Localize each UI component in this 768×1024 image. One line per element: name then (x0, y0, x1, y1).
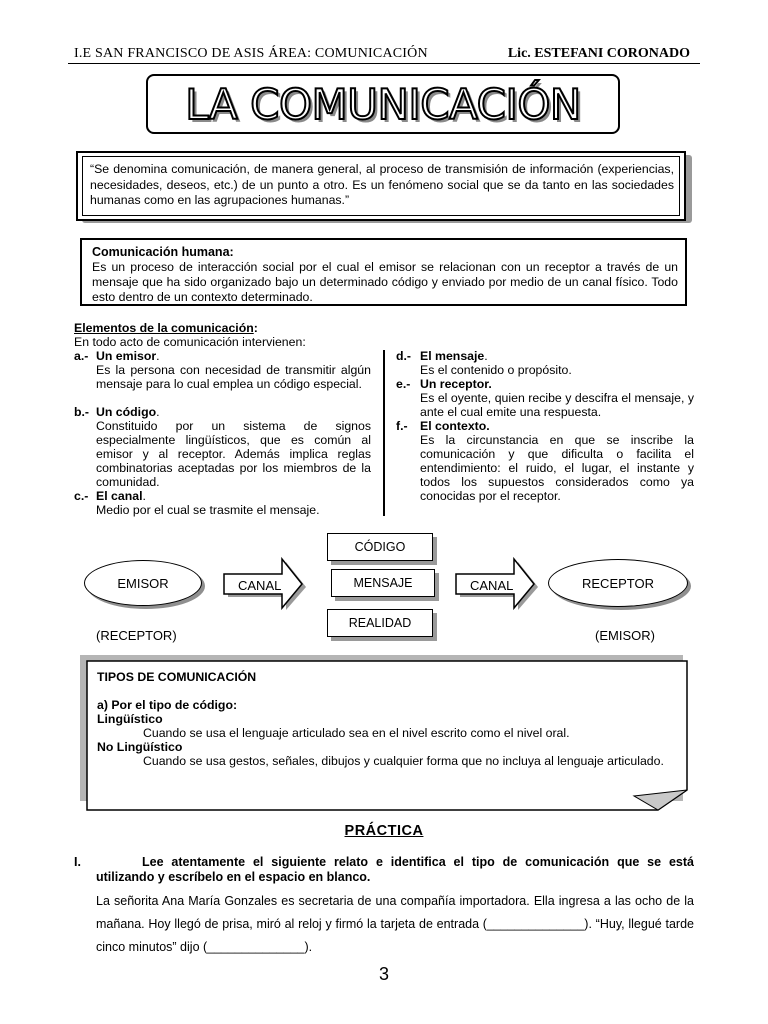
page-number: 3 (378, 964, 389, 984)
elements-heading-colon: : (253, 321, 258, 335)
definition-quote: “Se denomina comunicación, de manera general, al proceso de transmisión de información (experiencias, necesidades, deseos, etc.) de un punto a otro. Es un fenómeno social que se da tanto en las sociedades humanas como en las agrupaciones humanas.” (90, 162, 674, 207)
canal-right-label: CANAL (470, 578, 514, 593)
header-teacher: Lic. ESTEFANI CORONADO (507, 46, 690, 61)
no-linguistico-title: No Lingüístico (97, 740, 183, 754)
realidad-box (327, 609, 433, 637)
receptor-node (548, 559, 688, 607)
codigo-label: CÓDIGO (354, 540, 406, 554)
practica-numeral: I. (74, 855, 81, 869)
item-f-heading (420, 419, 490, 433)
elements-heading-wrap (74, 321, 258, 335)
realidad-label: REALIDAD (348, 616, 412, 630)
emisor-label: EMISOR (117, 575, 169, 591)
item-d-punct: . (484, 349, 488, 363)
tipos-title: TIPOS DE COMUNICACIÓN (97, 670, 257, 684)
item-e-letter: e.- (396, 377, 411, 391)
item-e-desc: Es el oyente, quien recibe y descifra el mensaje, y ante el cual emite una respuesta. (420, 391, 694, 419)
human-communication-text: Es un proceso de interacción social por el cual el emisor se relacionan con un receptor a través de un mensaje que ha sido organizado bajo un determinado código y enviado por medio de un canal físico. Todo esto dentro de un contexto determinado. (92, 260, 678, 304)
item-b-desc: Constituido por un sistema de signos especialmente lingüísticos, que es común al emisor y al receptor. Además implica reglas combinatorias aceptadas por los miembros de la comunidad. (96, 419, 371, 489)
linguistico-title: Lingüístico (97, 712, 163, 726)
header-rule (68, 63, 700, 64)
tipos-content (97, 670, 677, 768)
linguistico-desc: Cuando se usa el lenguaje articulado sea en el nivel escrito como el nivel oral. (143, 726, 570, 740)
emisor-node (84, 560, 202, 606)
item-b-punct: . (156, 405, 160, 419)
mensaje-label: MENSAJE (353, 576, 413, 590)
item-f-desc: Es la circunstancia en que se inscribe la comunicación y que dificulta o facilita el entendimiento: el ruido, el lugar, el instante y todos los supuestos considerados como ya conocidas por el receptor. (420, 433, 694, 503)
header-school-area: I.E SAN FRANCISCO DE ASIS ÁREA: COMUNICACIÓN (74, 46, 428, 61)
item-a-title: Un emisor (96, 349, 157, 363)
item-d-heading (420, 349, 488, 363)
item-b-letter: b.- (74, 405, 90, 419)
no-linguistico-desc: Cuando se usa gestos, señales, dibujos y cualquier forma que no incluya al lenguaje articulado. (143, 754, 664, 768)
item-a-desc: Es la persona con necesidad de transmitir algún mensaje para lo cual emplea un código especial. (96, 363, 371, 391)
item-c-desc: Medio por el cual se trasmite el mensaje. (96, 503, 320, 517)
item-f-letter: f.- (396, 419, 408, 433)
below-left-label: (RECEPTOR) (96, 628, 177, 643)
item-b-title: Un código (96, 405, 157, 419)
item-c-heading (96, 489, 146, 503)
human-communication-title: Comunicación humana: (92, 245, 234, 259)
item-b-heading (96, 405, 160, 419)
column-divider (383, 350, 385, 516)
item-c-punct: . (142, 489, 146, 503)
practica-story: La señorita Ana María Gonzales es secretaria de una compañía importadora. Ella ingresa a las ocho de la mañana. Hoy llegó de prisa, miró al reloj y firmó la tarjeta de entrada (______________). “Huy, llegué tarde cinco minutos” dijo (______________). (96, 894, 694, 954)
codigo-box (327, 533, 433, 561)
practica-instruction: Lee atentamente el siguiente relato e identifica el tipo de comunicación que se está utilizando y escríbelo en el espacio en blanco. (96, 855, 694, 884)
practica-title: PRÁCTICA (344, 823, 424, 839)
receptor-label: RECEPTOR (582, 575, 654, 591)
item-a-heading (96, 349, 160, 363)
item-d-desc: Es el contenido o propósito. (420, 363, 572, 377)
item-e-heading (420, 377, 492, 391)
elements-intro: En todo acto de comunicación intervienen: (74, 335, 306, 349)
item-d-letter: d.- (396, 349, 412, 363)
item-c-title: El canal (96, 489, 143, 503)
item-f-title: El contexto. (420, 419, 490, 433)
canal-left-label: CANAL (238, 578, 282, 593)
tipos-subtitle: a) Por el tipo de código: (97, 698, 238, 712)
item-c-letter: c.- (74, 489, 89, 503)
elements-heading: Elementos de la comunicación (74, 321, 254, 335)
item-a-letter: a.- (74, 349, 89, 363)
mensaje-box (331, 569, 435, 597)
page-title: LA COMUNICACIÓN (185, 79, 581, 129)
item-e-title: Un receptor. (420, 377, 492, 391)
item-a-punct: . (156, 349, 160, 363)
below-right-label: (EMISOR) (595, 628, 655, 643)
item-d-title: El mensaje (420, 349, 485, 363)
